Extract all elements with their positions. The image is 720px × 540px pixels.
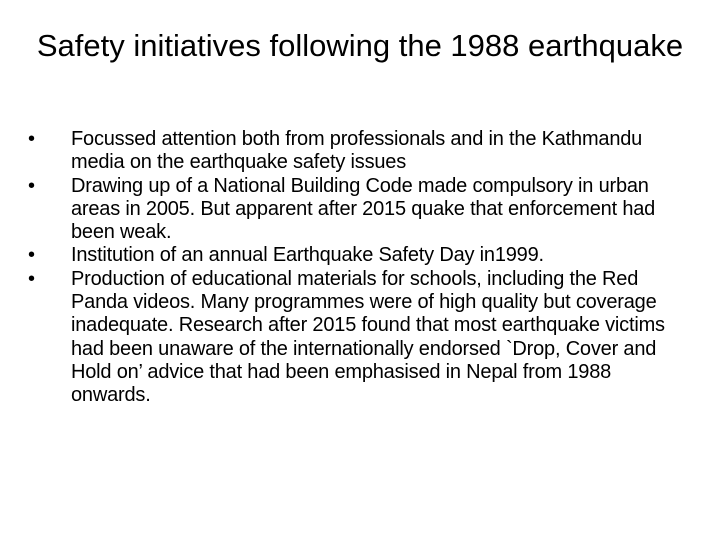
bullet-icon: • [28, 128, 35, 150]
bullet-icon: • [28, 267, 35, 290]
bullet-text: Focussed attention both from professionals and in the Kathmandu media on the earthquake safety issues [71, 128, 643, 174]
slide-title: Safety initiatives following the 1988 earthquake [36, 28, 684, 63]
bullet-icon: • [28, 244, 35, 267]
bullet-item-building-code [28, 175, 692, 245]
bullet-list [28, 128, 692, 408]
bullet-item-educational-materials [28, 268, 692, 408]
bullet-text: Drawing up of a National Building Code made compulsory in urban areas in 2005. But apparent after 2015 quake that enforcement had been weak. [71, 174, 656, 244]
bullet-text: Production of educational materials for schools, including the Red Panda videos. Many programmes were of high quality but coverage inadequate. Research after 2015 found that most earthquake victims had been unaware of the internationally endorsed `Drop, Cover and Hold on’ advice that had been emphasised in Nepal from 1988 onwards. [71, 267, 665, 407]
bullet-icon: • [28, 174, 35, 197]
bullet-item-focussed-attention [28, 128, 692, 175]
bullet-item-safety-day [28, 244, 692, 267]
bullet-text: Institution of an annual Earthquake Safety Day in1999. [71, 244, 544, 267]
